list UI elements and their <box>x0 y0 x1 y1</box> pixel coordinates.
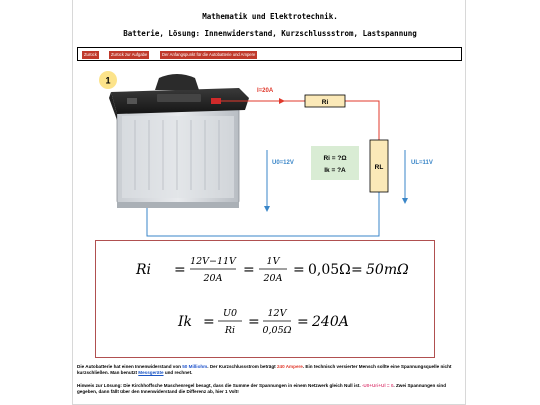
step-badge <box>99 71 117 89</box>
formula-ik-frac1-num: U0 <box>222 308 238 319</box>
answer-ri: Ri = ?Ω <box>323 155 347 162</box>
formula-ri-eq-1: = <box>174 262 186 278</box>
page-container <box>72 0 466 405</box>
text-segment: . Zwei Spannungen sind gegeben, dann fällt über den Innenwiderstand die Differenz ab, hier 1 Volt! <box>77 383 446 395</box>
badge-number: 1 <box>105 75 111 86</box>
formula-ik-eq-1: = <box>203 314 215 330</box>
highlight-current: 240 Ampere <box>276 364 303 369</box>
resistor-rl <box>370 140 388 192</box>
page-subtitle: Batterie, Lösung: Innenwiderstand, Kurzschlussstrom, Lastspannung <box>123 29 417 38</box>
wire-to-load <box>345 101 379 140</box>
text-segment: Die Autobatterie hat einen Innenwiderstand von <box>77 364 183 369</box>
formula-ri-frac1-den: 20A <box>203 273 223 284</box>
formula-ik-lhs: Ik <box>178 314 193 330</box>
arrow-down-icon <box>402 198 408 204</box>
current-label: I=20A <box>257 88 274 94</box>
formula-ri-frac2-den: 20A <box>263 273 283 284</box>
voltage-u0 <box>264 150 294 212</box>
formula-ri-value-mohm: 50mΩ <box>366 262 409 278</box>
formula-ri-lhs: Ri <box>136 262 152 278</box>
formula-ri-frac2-num: 1V <box>266 256 280 267</box>
answer-box <box>311 146 359 180</box>
formula-ri-eq-4: = <box>351 262 363 278</box>
formula-ik-eq-2: = <box>248 314 260 330</box>
circuit-diagram <box>89 68 459 241</box>
formula-ri <box>135 256 409 284</box>
car-battery-image <box>109 74 249 208</box>
formula-ik-frac2-den: 0,05Ω <box>262 325 292 336</box>
kirchhoff-equation: -U0+Uri+Ul = 0 <box>361 383 394 388</box>
formula-ri-eq-2: = <box>243 262 255 278</box>
formula-ri-value-ohm: 0,05Ω <box>308 262 351 278</box>
resistor-ri <box>305 95 345 107</box>
text-segment: . Der Kurzschlussstrom beträgt <box>207 364 277 369</box>
highlight-resistance: 50 Milliohm <box>182 364 208 369</box>
resistor-ri-label: Ri <box>321 99 329 106</box>
page-title: Mathematik und Elektrotechnik. <box>202 12 338 21</box>
voltage-ul <box>402 150 433 204</box>
explanation-paragraph <box>77 364 463 377</box>
navigation-bar <box>77 47 462 61</box>
circuit-figure <box>89 68 459 241</box>
back-to-task-button[interactable]: Zurück zur Aufgabe <box>111 52 148 57</box>
formula-box <box>95 240 435 358</box>
hint-paragraph <box>77 383 463 396</box>
current-arrow-icon <box>279 98 285 104</box>
formula-ik-panel <box>166 293 366 349</box>
voltage-u0-label: U0=12V <box>272 160 294 166</box>
voltage-ul-label: UL=11V <box>411 160 433 166</box>
formula-ik-frac2-num: 12V <box>267 308 287 319</box>
formula-svg <box>96 241 436 359</box>
measuring-devices-link[interactable]: Messgeräte <box>138 370 164 376</box>
answer-ik: Ik = ?A <box>324 167 346 174</box>
text-segment: Hinweis zur Lösung: Die Kirchhoffsche Maschenregel besagt, dass die Summe der Spannungen in einem Netzwerk gleich Null ist. <box>77 383 362 388</box>
formula-ik-eq-3: = <box>297 314 309 330</box>
text-segment: . Ein technisch versierter Mensch sollte eine Spannungsquelle nicht kurzschließen. Man benutzt <box>77 364 452 376</box>
arrow-down-icon <box>264 206 270 212</box>
formula-ri-eq-3: = <box>293 262 305 278</box>
formula-ri-frac1-num: 12V−11V <box>190 256 236 267</box>
resistor-rl-label: RL <box>374 164 384 171</box>
text-segment: und rechnet. <box>163 370 193 376</box>
starting-point-button[interactable]: Der Anfangspunkt für die Autobatterie und Ampere <box>162 52 256 57</box>
formula-ik-result: 240A <box>312 314 349 330</box>
formula-ik-frac1-den: Ri <box>224 325 236 336</box>
back-button[interactable]: Zurück <box>84 52 97 57</box>
